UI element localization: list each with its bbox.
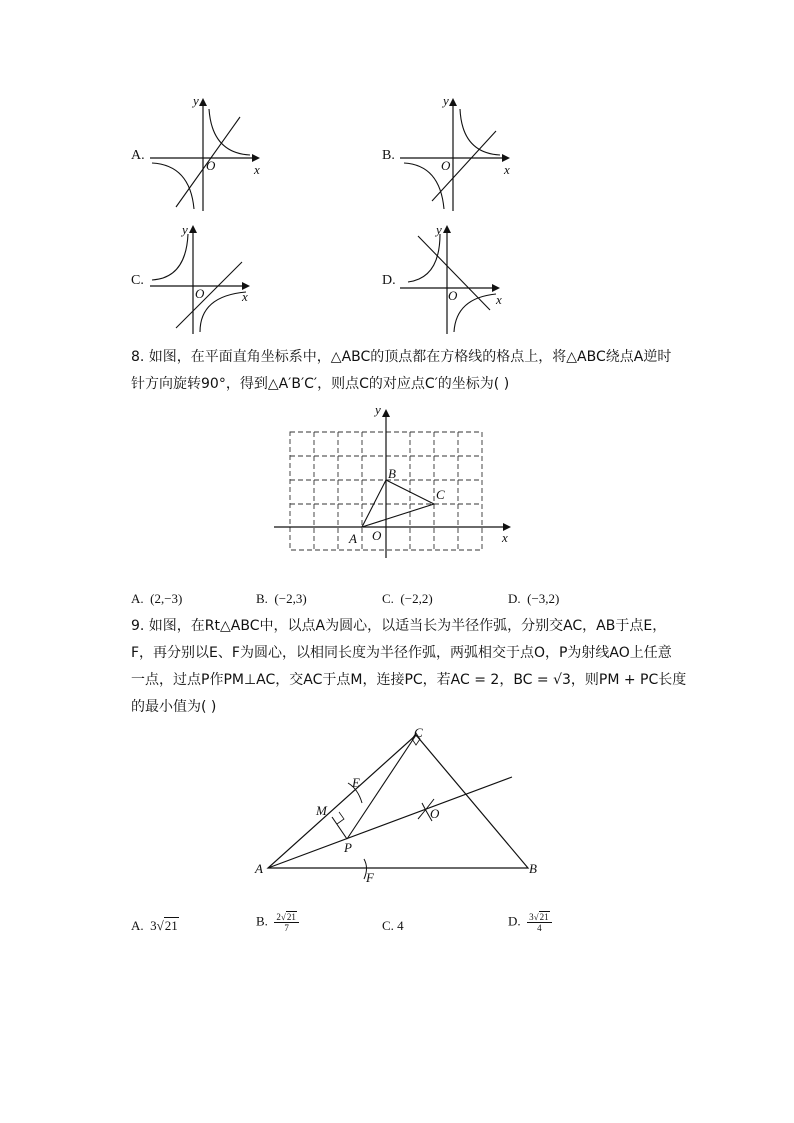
point-b-label: B <box>388 466 396 481</box>
y-axis-label: y <box>443 93 449 108</box>
point-m-label: M <box>316 803 327 818</box>
point-a-label: A <box>349 531 357 546</box>
q9-option-d[interactable] <box>508 912 552 933</box>
coefficient: 3 <box>529 912 534 922</box>
option-label: D. <box>382 273 396 288</box>
option-letter: C. <box>382 591 394 606</box>
x-axis-label: x <box>502 530 508 545</box>
q9-line-4: 的最小值为( ) <box>131 699 217 715</box>
y-axis-label: y <box>375 402 381 417</box>
option-letter: D. <box>508 591 521 606</box>
q7-graph-c <box>150 222 265 337</box>
coefficient: 2 <box>276 912 281 922</box>
point-c-label: C <box>414 725 423 740</box>
x-axis-label: x <box>496 292 502 307</box>
q9-triangle-figure <box>250 725 540 890</box>
point-e-label: E <box>352 775 360 790</box>
q8-option-b[interactable] <box>256 591 307 607</box>
q8-line-1: 8. 如图，在平面直角坐标系中，△ABC的顶点都在方格线的格点上，将△ABC绕点A逆时 <box>131 349 672 365</box>
option-value: (2,−3) <box>150 591 183 606</box>
q7-graph-b <box>400 95 515 215</box>
point-p-label: P <box>344 840 352 855</box>
option-letter: A. <box>131 591 144 606</box>
option-value: (−2,3) <box>274 591 307 606</box>
q8-option-a[interactable] <box>131 591 182 607</box>
coefficient: 3 <box>150 918 157 933</box>
option-letter: C. <box>382 918 394 933</box>
radicand: 21 <box>286 912 296 922</box>
option-label: B. <box>382 148 395 163</box>
option-label: C. <box>131 273 144 288</box>
option-value: (−3,2) <box>527 591 560 606</box>
x-axis-label: x <box>504 162 510 177</box>
q8-line-2: 针方向旋转90°，得到△A′B′C′，则点C的对应点C′的坐标为( ) <box>131 376 510 392</box>
q9-option-c[interactable] <box>382 918 404 934</box>
option-letter: B. <box>256 913 268 929</box>
q9-line-2: F，再分别以E、F为圆心，以相同长度为半径作弧，两弧相交于点O，P为射线AO上任意 <box>131 645 672 661</box>
point-b-label: B <box>529 861 537 876</box>
option-letter: D. <box>508 913 521 929</box>
q9-line-1: 9. 如图，在Rt△ABC中，以点A为圆心，以适当长为半径作弧，分别交AC，AB于点E， <box>131 618 667 634</box>
x-axis-label: x <box>242 289 248 304</box>
point-c-label: C <box>436 487 445 502</box>
origin-label: O <box>206 158 216 173</box>
radicand: 21 <box>164 918 178 933</box>
y-axis-label: y <box>436 222 442 237</box>
origin-label: O <box>448 288 458 303</box>
q8-option-c[interactable] <box>382 591 433 607</box>
q9-stem <box>131 613 711 721</box>
origin-label: O <box>372 528 382 543</box>
point-f-label: F <box>366 870 374 885</box>
y-axis-label: y <box>193 93 199 108</box>
option-letter: B. <box>256 591 268 606</box>
option-label: A. <box>131 148 145 163</box>
point-o-label: O <box>430 806 440 821</box>
q9-option-a[interactable] <box>131 918 179 934</box>
denominator: 4 <box>537 923 542 933</box>
q8-option-d[interactable] <box>508 591 559 607</box>
q9-line-3: 一点，过点P作PM⊥AC，交AC于点M，连接PC，若AC = 2，BC = √3，则PM + PC长度 <box>131 672 687 688</box>
denominator: 7 <box>284 923 289 933</box>
option-value: 4 <box>397 918 404 933</box>
sqrt-symbol: √ <box>156 918 164 933</box>
radicand: 21 <box>539 912 549 922</box>
q8-stem <box>131 344 711 398</box>
x-axis-label: x <box>254 162 260 177</box>
point-a-label: A <box>255 861 263 876</box>
origin-label: O <box>441 158 451 173</box>
option-value: (−2,2) <box>400 591 433 606</box>
q9-option-b[interactable] <box>256 912 299 933</box>
q7-graph-a <box>150 95 265 215</box>
q7-graph-d <box>400 222 515 337</box>
fraction: $\frac{2√21}{7}$ <box>274 912 298 933</box>
y-axis-label: y <box>182 222 188 237</box>
q8-grid-figure <box>270 400 520 560</box>
option-letter: A. <box>131 918 144 933</box>
origin-label: O <box>195 286 205 301</box>
fraction: $\frac{3√21}{4}$ <box>527 912 551 933</box>
